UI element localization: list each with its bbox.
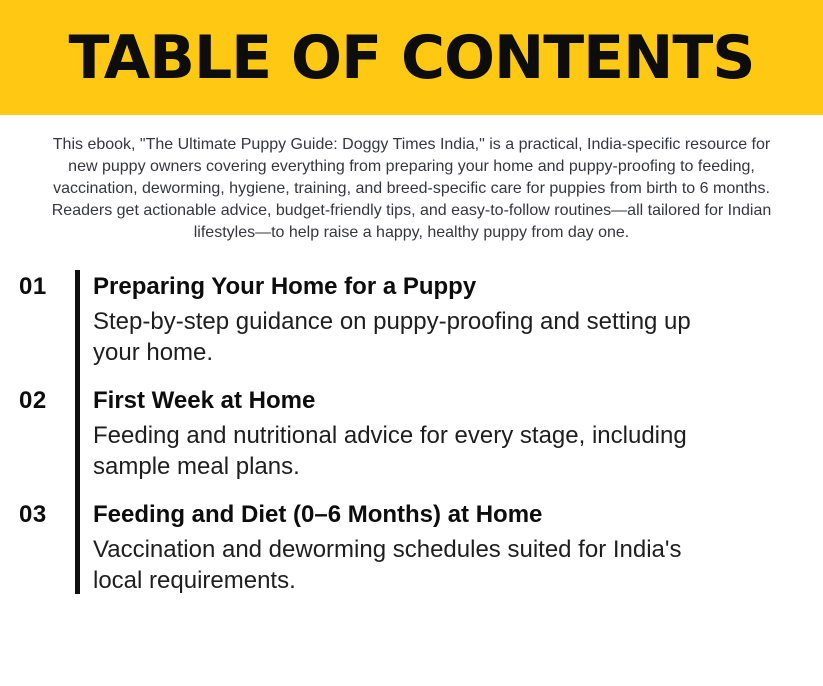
toc-entry xyxy=(19,500,803,596)
vertical-divider xyxy=(75,270,80,594)
entry-number: 01 xyxy=(19,273,47,300)
intro-paragraph: This ebook, "The Ultimate Puppy Guide: Doggy Times India," is a practical, India-specific resource for new puppy owners covering everything from preparing your home and puppy-proofing to feeding, vaccination, deworming, hygiene, training, and breed-specific care for puppies from birth to 6 months. Readers get actionable advice, budget-friendly tips, and easy-to-follow routines—all tailored for Indian lifestyles—to help raise a happy, healthy puppy from day one. xyxy=(51,136,772,241)
header-banner xyxy=(0,0,823,115)
entry-number: 02 xyxy=(19,387,47,414)
toc-list xyxy=(19,272,803,596)
page-title: TABLE OF CONTENTS xyxy=(68,22,755,93)
entry-title: Feeding and Diet (0–6 Months) at Home xyxy=(93,501,543,528)
entry-description: Feeding and nutritional advice for every stage, including sample meal plans. xyxy=(93,422,687,480)
entry-description: Vaccination and deworming schedules suited for India's local requirements. xyxy=(93,536,682,594)
toc-entry xyxy=(19,386,803,482)
entry-number: 03 xyxy=(19,501,47,528)
entry-title: First Week at Home xyxy=(93,387,316,414)
toc-entry xyxy=(19,272,803,368)
entry-title: Preparing Your Home for a Puppy xyxy=(93,273,477,300)
entry-description: Step-by-step guidance on puppy-proofing and setting up your home. xyxy=(93,308,691,366)
